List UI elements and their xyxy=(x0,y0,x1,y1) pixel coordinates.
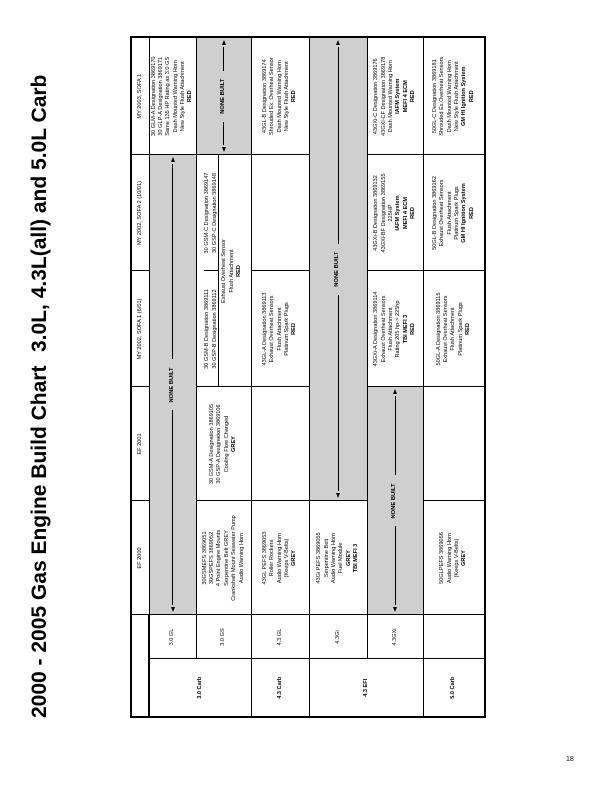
row-4-3-gxi xyxy=(367,37,423,717)
model-3-0-gs: 3.0 GS xyxy=(196,615,251,659)
cell-5-0-my2002-sofa2: 50GL-B Designation 3869162 Exhaust Overheat Sensors Flush Attachment Platinum Spark Plugs GM HI Ignition System RED xyxy=(423,155,485,271)
model-4-3-gxi: 4.3GXi xyxy=(367,615,423,659)
row-4-3-gl xyxy=(251,37,309,717)
arrow-left-icon xyxy=(222,148,226,153)
cell-4-3-gxi-my2002-sofa1: 43GXi-A Designation 3869114 Exhaust Overheat Sensors Flush Attachment Rating 205 hp-> 225hp TBI MEFI 3 RED xyxy=(367,271,423,387)
none-built-cell: NONE BUILT xyxy=(149,155,196,615)
row-4-3-gi xyxy=(309,37,367,717)
column-header-ef2001: EF 2001 xyxy=(131,387,149,501)
row-5-0-carb xyxy=(423,37,485,717)
cell-3-0-gs-my2002-shared: Exhaust Overheat Sensor Flush Attachment RED xyxy=(221,238,242,304)
cell-4-3-gl-ef2000: 43GL PEFS 3869053 Roller Rockers Audio Warning Horn (Keeps V-Belts) GREY xyxy=(251,501,309,615)
none-built-cell: NONE BUILT xyxy=(196,37,251,155)
none-built-cell: NONE BUILT xyxy=(309,37,367,501)
cell-3-0-gs-my2002-sofa1: 30 GSM-B Designation 3869111 30 GSP-B Designation 3869112 xyxy=(204,289,218,369)
cell-4-3-gl-my2003: 43GL-B Designation 3869174 Shrouded Ex. Overheat Sensor Dash Mounted Warning Horn New Style Flush Attachment RED xyxy=(251,37,309,155)
row-3-0-gs xyxy=(196,37,251,717)
cell-5-0-my2002-sofa1: 50GL-A Designation 3869115 Exhaust Overheat Sensors Flush Attachment Platinum Spark Plugs RED xyxy=(423,271,485,387)
engine-build-table xyxy=(130,36,486,718)
cell-4-3-gl-my2002-sofa1: 43GL-A Designation 3869113 Exhaust Overheat Sensors Flush Attachment Platinum Spark Plugs RED xyxy=(251,271,309,387)
cell-5-0-ef2001 xyxy=(423,387,485,501)
model-4-3-gl: 4.3 GL xyxy=(251,615,309,659)
arrow-right-icon xyxy=(222,40,226,45)
cell-3-0-gs-my2002 xyxy=(196,155,251,387)
cell-3-0-gl-my2003: 30 GLM-A Designation 3869170 30 GLP-A Designation 3869171 Same 135 HP Rating as 3.0 GS Dash Mounted Warning Horn New Style Flush Attachment RED xyxy=(149,37,196,155)
header-row xyxy=(131,37,149,717)
family-3-0-carb: 3.0 Carb xyxy=(149,659,251,717)
cell-3-0-gs-ef2000: 30GSMEFS 3869051 30GSPEFS 3869052 4 Point Engine Mounts Serpentine Belt GREY Crankshaft Mount Seawater Pump Audio Warning Horn xyxy=(196,501,251,615)
arrow-left-icon xyxy=(393,608,397,613)
family-4-3-efi: 4.3 EFI xyxy=(309,659,423,717)
arrow-left-icon xyxy=(336,494,340,499)
cell-4-3-gl-ef2001 xyxy=(251,387,309,501)
none-built-cell: NONE BUILT xyxy=(367,387,423,615)
arrow-right-icon xyxy=(393,390,397,395)
model-3-0-gl: 3.0 GL xyxy=(149,615,196,659)
family-4-3-carb: 4.3 Carb xyxy=(251,659,309,717)
cell-4-3-gxi-my2002-sofa2: 43GXi-B Designation 3869132 43GXi-BF Designation 3869155 225HP IAFM System MEFI 4 ECM RED xyxy=(367,155,423,271)
column-header-my2002-sofa1: MY 2002, SOFA 1 (6/01) xyxy=(131,271,149,387)
arrow-right-icon xyxy=(336,40,340,45)
column-header-my2002-sofa2: MY 2002, SOFA 2 (10/01) xyxy=(131,155,149,271)
cell-4-3-gi-ef2000: 43Gi PEFS 3869055 Serpentine Belt Audio Warning Horn Fuel Module GREY TBI MEFI 3 xyxy=(309,501,367,615)
cell-5-0-ef2000: 50GLPEFS 3869056 Audio Warning Horn (Keeps V-Belts) GREY xyxy=(423,501,485,615)
cell-3-0-gs-ef2001: 30 GSM-A Designation 3869105 30 GSP-A Designation 3869106 Cooling Flow Changed GREY xyxy=(196,387,251,501)
column-header-my2003-sofa1: MY 2003, SOFA 1 xyxy=(131,37,149,155)
page-subtitle: 3.0L, 4.3L(all) and 5.0L Carb xyxy=(28,74,51,352)
page-title: 2000 - 2005 Gas Engine Build Chart xyxy=(28,365,51,718)
cell-4-3-gxi-my2003: 43GXi-C Designation 3869176 43GXi-CF Designation 3869178 Dash Mounted Warning Horn IAFM System MEFI 4 ECM RED xyxy=(367,37,423,155)
cell-3-0-gs-my2002-sofa2: 30 GSM-C Designation 3869147 30 GSP-C Designation 3869148 xyxy=(204,156,218,272)
model-4-3-gi: 4.3Gi xyxy=(309,615,367,659)
model-5-0-empty xyxy=(423,615,485,659)
cell-5-0-my2003: 50GL-C Designation 3869181 Shrouded Ex.Overheat Sensors Dash Mounted Warning Horn New Style Flush Attachment GM HI Ignition System RED xyxy=(423,37,485,155)
cell-4-3-gl-my2002-sofa2 xyxy=(251,155,309,271)
page-number: 18 xyxy=(566,756,574,763)
arrow-right-icon xyxy=(171,158,175,163)
arrow-left-icon xyxy=(171,608,175,613)
family-5-0-carb: 5.0 Carb xyxy=(423,659,485,717)
column-header-ef2000: EF 2000 xyxy=(131,501,149,615)
row-3-0-gl xyxy=(149,37,196,717)
